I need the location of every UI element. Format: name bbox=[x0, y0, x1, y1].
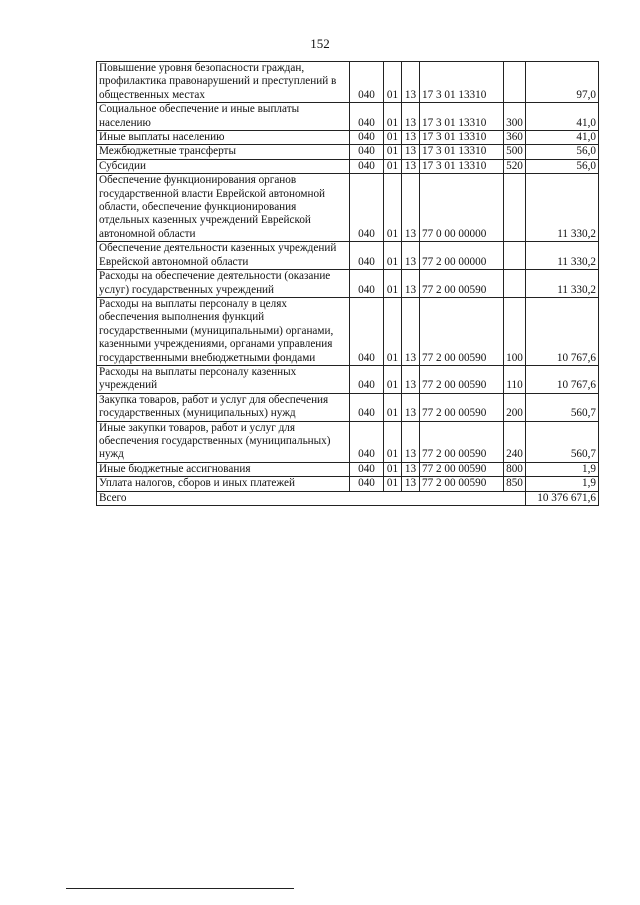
row-pr-cell: 13 bbox=[402, 270, 420, 298]
row-ved-cell: 040 bbox=[350, 62, 384, 103]
table-row bbox=[97, 131, 599, 145]
table-row bbox=[97, 393, 599, 421]
row-rz-cell: 01 bbox=[384, 174, 402, 242]
row-csr-cell: 77 2 00 00590 bbox=[420, 462, 504, 476]
row-vr-cell bbox=[504, 174, 526, 242]
row-pr-cell: 13 bbox=[402, 159, 420, 173]
row-ved-cell: 040 bbox=[350, 270, 384, 298]
row-vr-cell: 520 bbox=[504, 159, 526, 173]
budget-table-body bbox=[97, 62, 599, 506]
row-rz-cell: 01 bbox=[384, 270, 402, 298]
row-name-cell: Обеспечение деятельности казенных учреждений Еврейской автономной области bbox=[97, 242, 350, 270]
row-csr-cell: 17 3 01 13310 bbox=[420, 103, 504, 131]
row-name-cell: Межбюджетные трансферты bbox=[97, 145, 350, 159]
row-csr-cell: 77 2 00 00590 bbox=[420, 365, 504, 393]
row-name-cell: Обеспечение функционирования органов государственной власти Еврейской автономной области, обеспечение функционирования отдельных казенных учреждений Еврейской автономной области bbox=[97, 174, 350, 242]
row-csr-cell: 17 3 01 13310 bbox=[420, 62, 504, 103]
table-row bbox=[97, 462, 599, 476]
row-name-cell: Расходы на выплаты персоналу в целях обеспечения выполнения функций государственными (муниципальными) органами, казенными учреждениями, органами управления государственными внебюджетными фондами bbox=[97, 297, 350, 365]
table-row bbox=[97, 159, 599, 173]
row-ved-cell: 040 bbox=[350, 462, 384, 476]
row-sum-cell: 97,0 bbox=[526, 62, 599, 103]
row-name-cell: Расходы на выплаты персоналу казенных учреждений bbox=[97, 365, 350, 393]
row-sum-cell: 11 330,2 bbox=[526, 174, 599, 242]
row-vr-cell: 240 bbox=[504, 421, 526, 462]
row-csr-cell: 17 3 01 13310 bbox=[420, 159, 504, 173]
table-row bbox=[97, 297, 599, 365]
table-row bbox=[97, 103, 599, 131]
row-name-cell: Закупка товаров, работ и услуг для обеспечения государственных (муниципальных) нужд bbox=[97, 393, 350, 421]
row-rz-cell: 01 bbox=[384, 365, 402, 393]
row-rz-cell: 01 bbox=[384, 242, 402, 270]
row-pr-cell: 13 bbox=[402, 103, 420, 131]
row-sum-cell: 1,9 bbox=[526, 477, 599, 491]
row-rz-cell: 01 bbox=[384, 62, 402, 103]
row-ved-cell: 040 bbox=[350, 297, 384, 365]
budget-table bbox=[96, 61, 599, 506]
row-rz-cell: 01 bbox=[384, 145, 402, 159]
row-csr-cell: 17 3 01 13310 bbox=[420, 145, 504, 159]
row-rz-cell: 01 bbox=[384, 462, 402, 476]
row-sum-cell: 56,0 bbox=[526, 159, 599, 173]
table-row bbox=[97, 242, 599, 270]
total-empty-cell bbox=[402, 491, 420, 505]
total-label: Всего bbox=[97, 491, 350, 505]
row-csr-cell: 77 2 00 00000 bbox=[420, 242, 504, 270]
row-rz-cell: 01 bbox=[384, 297, 402, 365]
row-sum-cell: 10 767,6 bbox=[526, 365, 599, 393]
row-sum-cell: 41,0 bbox=[526, 103, 599, 131]
total-empty-cell bbox=[350, 491, 384, 505]
row-vr-cell: 300 bbox=[504, 103, 526, 131]
row-csr-cell: 77 2 00 00590 bbox=[420, 477, 504, 491]
row-ved-cell: 040 bbox=[350, 174, 384, 242]
row-pr-cell: 13 bbox=[402, 393, 420, 421]
row-pr-cell: 13 bbox=[402, 297, 420, 365]
row-vr-cell: 500 bbox=[504, 145, 526, 159]
row-csr-cell: 17 3 01 13310 bbox=[420, 131, 504, 145]
row-csr-cell: 77 2 00 00590 bbox=[420, 297, 504, 365]
row-ved-cell: 040 bbox=[350, 159, 384, 173]
row-rz-cell: 01 bbox=[384, 103, 402, 131]
row-name-cell: Повышение уровня безопасности граждан, профилактика правонарушений и преступлений в общественных местах bbox=[97, 62, 350, 103]
row-name-cell: Иные закупки товаров, работ и услуг для обеспечения государственных (муниципальных) нужд bbox=[97, 421, 350, 462]
row-name-cell: Иные бюджетные ассигнования bbox=[97, 462, 350, 476]
row-pr-cell: 13 bbox=[402, 365, 420, 393]
row-ved-cell: 040 bbox=[350, 103, 384, 131]
row-sum-cell: 41,0 bbox=[526, 131, 599, 145]
row-pr-cell: 13 bbox=[402, 145, 420, 159]
table-row bbox=[97, 421, 599, 462]
row-csr-cell: 77 2 00 00590 bbox=[420, 393, 504, 421]
row-vr-cell: 850 bbox=[504, 477, 526, 491]
total-row bbox=[97, 491, 599, 505]
row-vr-cell bbox=[504, 242, 526, 270]
row-sum-cell: 10 767,6 bbox=[526, 297, 599, 365]
row-csr-cell: 77 2 00 00590 bbox=[420, 270, 504, 298]
row-ved-cell: 040 bbox=[350, 365, 384, 393]
row-sum-cell: 560,7 bbox=[526, 421, 599, 462]
table-row bbox=[97, 270, 599, 298]
row-sum-cell: 11 330,2 bbox=[526, 270, 599, 298]
row-vr-cell: 110 bbox=[504, 365, 526, 393]
table-row bbox=[97, 365, 599, 393]
total-empty-cell bbox=[420, 491, 504, 505]
row-rz-cell: 01 bbox=[384, 421, 402, 462]
row-name-cell: Расходы на обеспечение деятельности (оказание услуг) государственных учреждений bbox=[97, 270, 350, 298]
row-pr-cell: 13 bbox=[402, 242, 420, 270]
total-sum: 10 376 671,6 bbox=[526, 491, 599, 505]
total-empty-cell bbox=[384, 491, 402, 505]
row-pr-cell: 13 bbox=[402, 174, 420, 242]
table-row bbox=[97, 145, 599, 159]
row-ved-cell: 040 bbox=[350, 145, 384, 159]
row-name-cell: Субсидии bbox=[97, 159, 350, 173]
row-vr-cell: 100 bbox=[504, 297, 526, 365]
total-empty-cell bbox=[504, 491, 526, 505]
row-vr-cell: 800 bbox=[504, 462, 526, 476]
row-vr-cell bbox=[504, 270, 526, 298]
row-name-cell: Иные выплаты населению bbox=[97, 131, 350, 145]
table-row bbox=[97, 477, 599, 491]
row-rz-cell: 01 bbox=[384, 477, 402, 491]
row-ved-cell: 040 bbox=[350, 477, 384, 491]
row-csr-cell: 77 2 00 00590 bbox=[420, 421, 504, 462]
row-ved-cell: 040 bbox=[350, 421, 384, 462]
row-sum-cell: 1,9 bbox=[526, 462, 599, 476]
row-pr-cell: 13 bbox=[402, 462, 420, 476]
table-row bbox=[97, 62, 599, 103]
row-pr-cell: 13 bbox=[402, 131, 420, 145]
row-rz-cell: 01 bbox=[384, 393, 402, 421]
row-pr-cell: 13 bbox=[402, 477, 420, 491]
row-ved-cell: 040 bbox=[350, 393, 384, 421]
row-vr-cell: 200 bbox=[504, 393, 526, 421]
row-pr-cell: 13 bbox=[402, 421, 420, 462]
row-ved-cell: 040 bbox=[350, 242, 384, 270]
row-vr-cell: 360 bbox=[504, 131, 526, 145]
row-sum-cell: 56,0 bbox=[526, 145, 599, 159]
row-name-cell: Уплата налогов, сборов и иных платежей bbox=[97, 477, 350, 491]
page-number: 152 bbox=[310, 36, 330, 51]
row-sum-cell: 560,7 bbox=[526, 393, 599, 421]
row-csr-cell: 77 0 00 00000 bbox=[420, 174, 504, 242]
row-ved-cell: 040 bbox=[350, 131, 384, 145]
row-rz-cell: 01 bbox=[384, 159, 402, 173]
row-name-cell: Социальное обеспечение и иные выплаты населению bbox=[97, 103, 350, 131]
row-rz-cell: 01 bbox=[384, 131, 402, 145]
table-row bbox=[97, 174, 599, 242]
row-pr-cell: 13 bbox=[402, 62, 420, 103]
row-vr-cell bbox=[504, 62, 526, 103]
row-sum-cell: 11 330,2 bbox=[526, 242, 599, 270]
footnote-separator-line bbox=[66, 888, 294, 889]
